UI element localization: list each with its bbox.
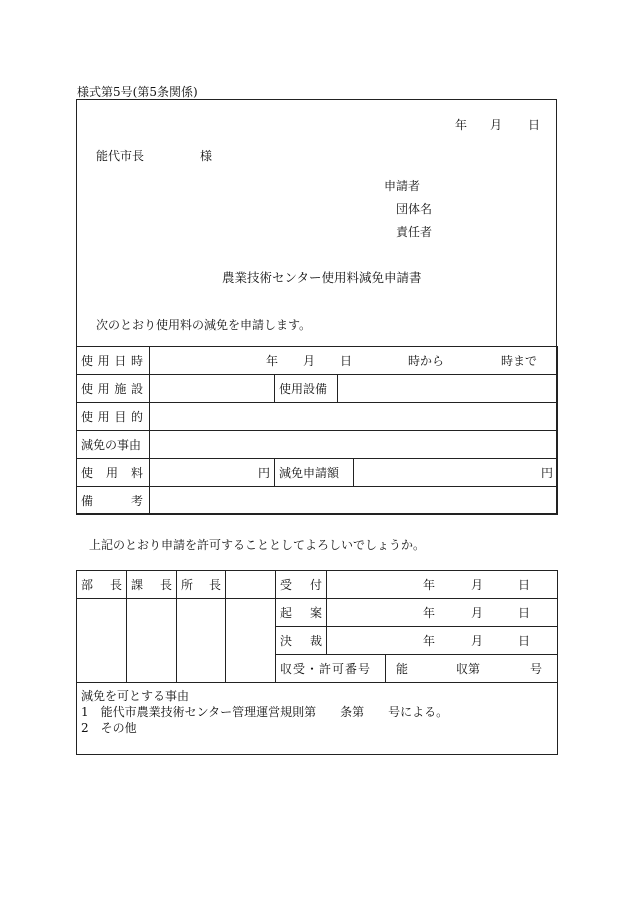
date-month: 月: [490, 118, 503, 132]
approval-blank-header: [226, 571, 276, 599]
approval-text: 上記のとおり申請を許可することとしてよろしいでしょうか。: [89, 538, 426, 552]
fee-field[interactable]: [150, 459, 275, 487]
approval-table: [76, 570, 558, 755]
purpose-field[interactable]: [150, 403, 558, 431]
received-date-field[interactable]: [327, 571, 558, 599]
datetime-label: 使 用 日 時: [81, 354, 145, 368]
datetime-year: 年: [266, 354, 279, 368]
received-year: 年: [423, 578, 436, 592]
grounds-item-1: 1 能代市農業技術センター管理運営規則第 条第 号による。: [81, 705, 449, 719]
section-chief-stamp-box[interactable]: [127, 599, 177, 683]
permit-number-mid: 収第: [456, 662, 481, 676]
reason-field[interactable]: [150, 431, 558, 459]
form-number-label: 様式第5号(第5条関係): [77, 85, 198, 99]
datetime-field[interactable]: [150, 347, 558, 375]
applicant-org-label: 団体名: [396, 202, 433, 216]
facility-field[interactable]: [150, 375, 275, 403]
addressee-honorific: 様: [200, 149, 213, 163]
equipment-field[interactable]: [338, 375, 558, 403]
received-label: 受 付: [280, 578, 322, 592]
grounds-title: 減免を可とする事由: [81, 689, 190, 703]
usage-table: [76, 346, 558, 515]
draft-day: 日: [518, 606, 531, 620]
section-chief-label: 課 長: [131, 578, 172, 592]
director-stamp-box[interactable]: [77, 599, 127, 683]
extra-stamp-box[interactable]: [226, 599, 276, 683]
datetime-from: 時から: [408, 354, 445, 368]
reason-label: 減免の事由: [81, 438, 142, 452]
form-title: 農業技術センター使用料減免申請書: [222, 270, 422, 285]
permit-number-suffix: 号: [530, 662, 543, 676]
permit-number-prefix: 能: [396, 662, 409, 676]
applicant-rep-label: 責任者: [396, 225, 433, 239]
fee-unit: 円: [257, 466, 270, 480]
decision-label: 決 裁: [280, 634, 322, 648]
draft-date-field[interactable]: [327, 599, 558, 627]
fee-label: 使 用 料: [81, 466, 145, 480]
received-day: 日: [518, 578, 531, 592]
permit-number-field[interactable]: [386, 655, 558, 683]
intro-text: 次のとおり使用料の減免を申請します。: [96, 318, 312, 332]
datetime-month: 月: [303, 354, 316, 368]
facility-label: 使 用 施 設: [81, 382, 145, 396]
office-head-stamp-box[interactable]: [177, 599, 226, 683]
decision-month: 月: [471, 634, 484, 648]
director-label: 部 長: [81, 578, 122, 592]
reduction-unit: 円: [540, 466, 553, 480]
decision-day: 日: [518, 634, 531, 648]
grounds-box[interactable]: [77, 683, 558, 755]
purpose-label: 使 用 目 的: [81, 410, 145, 424]
date-day: 日: [528, 118, 541, 132]
datetime-day: 日: [340, 354, 353, 368]
draft-month: 月: [471, 606, 484, 620]
datetime-until: 時まで: [501, 354, 538, 368]
remarks-field[interactable]: [150, 487, 558, 515]
equipment-label: 使用設備: [279, 382, 328, 396]
addressee-name: 能代市長: [96, 149, 145, 163]
reduction-label: 減免申請額: [279, 466, 340, 480]
applicant-label: 申請者: [384, 179, 421, 193]
permit-number-label: 収受・許可番号: [280, 662, 372, 676]
decision-year: 年: [423, 634, 436, 648]
date-year: 年: [455, 118, 468, 132]
draft-year: 年: [423, 606, 436, 620]
reduction-field[interactable]: [354, 459, 558, 487]
decision-date-field[interactable]: [327, 627, 558, 655]
received-month: 月: [471, 578, 484, 592]
remarks-label: 備 考: [81, 494, 145, 508]
office-head-label: 所 長: [181, 578, 221, 592]
grounds-item-2: 2 その他: [81, 721, 137, 735]
draft-label: 起 案: [280, 606, 322, 620]
